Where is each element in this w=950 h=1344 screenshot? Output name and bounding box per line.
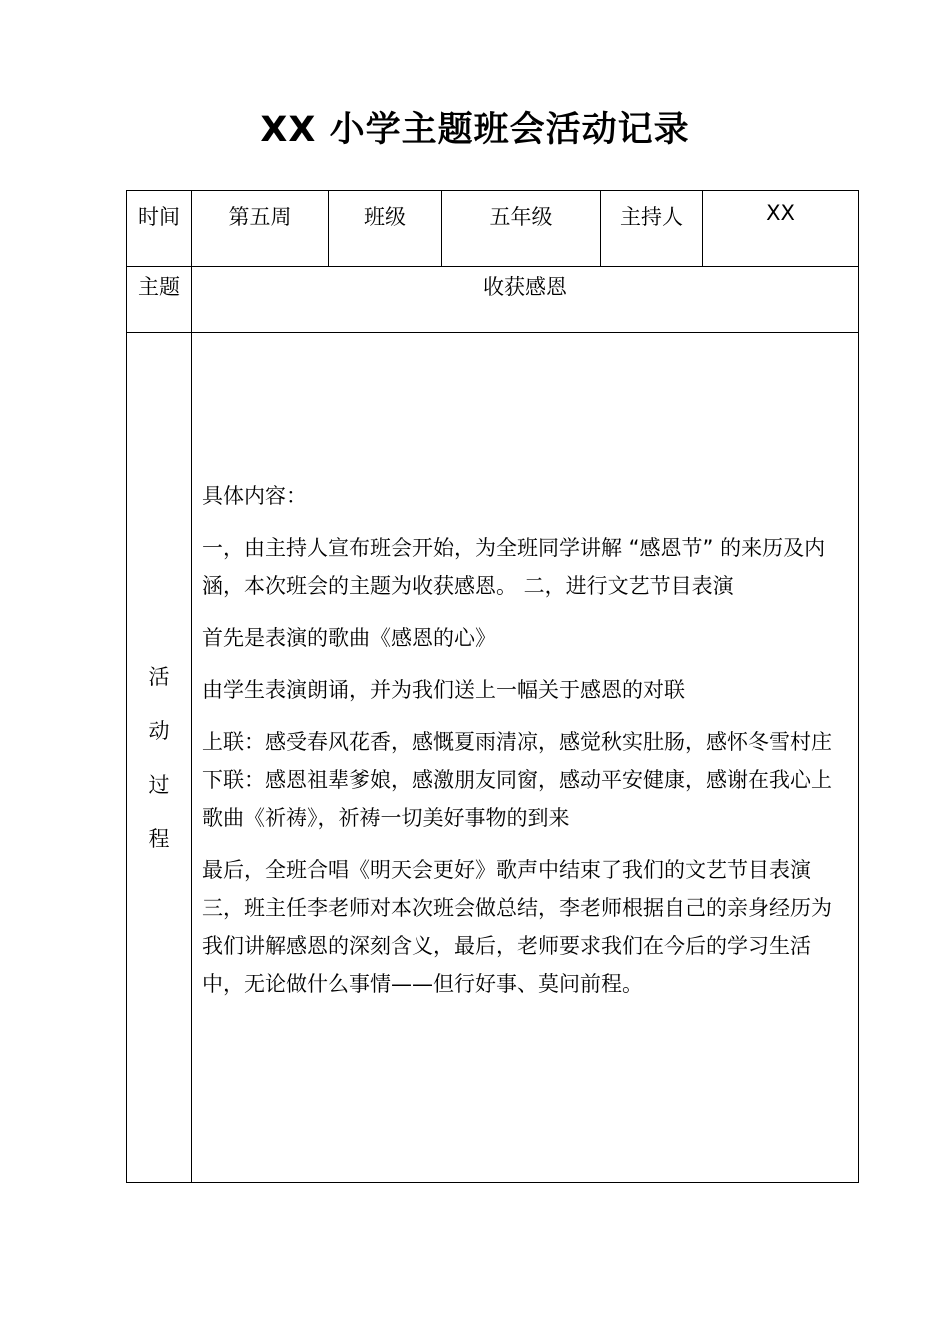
- activity-record-table: [126, 190, 859, 1183]
- process-label-char: 动: [148, 718, 170, 743]
- content-paragraph: 上联：感受春风花香，感慨夏雨清凉，感觉秋实肚肠，感怀冬雪村庄 下联：感恩祖辈爹娘，感激朋友同窗，感动平安健康，感谢在我心上 歌曲《祈祷》，祈祷一切美好事物的到来: [202, 730, 832, 830]
- process-label-char: 过: [148, 772, 170, 797]
- topic-label: 主题: [127, 267, 192, 333]
- info-row: [127, 191, 859, 267]
- time-label: 时间: [127, 191, 192, 267]
- process-row: [127, 333, 859, 1183]
- class-label: 班级: [329, 191, 442, 267]
- process-label: [127, 333, 192, 1183]
- topic-value: 收获感恩: [192, 267, 859, 333]
- process-label-char: 活: [148, 664, 170, 689]
- process-label-char: 程: [148, 826, 170, 851]
- process-content: [192, 333, 859, 1183]
- topic-row: [127, 267, 859, 333]
- content-heading: 具体内容：: [202, 484, 307, 508]
- content-paragraph: 最后，全班合唱《明天会更好》歌声中结束了我们的文艺节目表演 三，班主任李老师对本次班会做总结，李老师根据自己的亲身经历为我们讲解感恩的深刻含义，最后，老师要求我们在今后的学习生活中，无论做什么事情——但行好事、莫问前程。: [202, 858, 832, 996]
- content-paragraph: 一，由主持人宣布班会开始，为全班同学讲解 “感恩节” 的来历及内涵，本次班会的主题为收获感恩。 二，进行文艺节目表演: [202, 536, 826, 598]
- content-paragraph: 首先是表演的歌曲《感恩的心》: [202, 626, 496, 650]
- content-paragraph: 由学生表演朗诵，并为我们送上一幅关于感恩的对联: [202, 678, 685, 702]
- document-title: XX 小学主题班会活动记录: [260, 110, 690, 150]
- class-value: 五年级: [442, 191, 601, 267]
- host-value: XX: [703, 191, 859, 267]
- host-label: 主持人: [601, 191, 703, 267]
- time-value: 第五周: [192, 191, 329, 267]
